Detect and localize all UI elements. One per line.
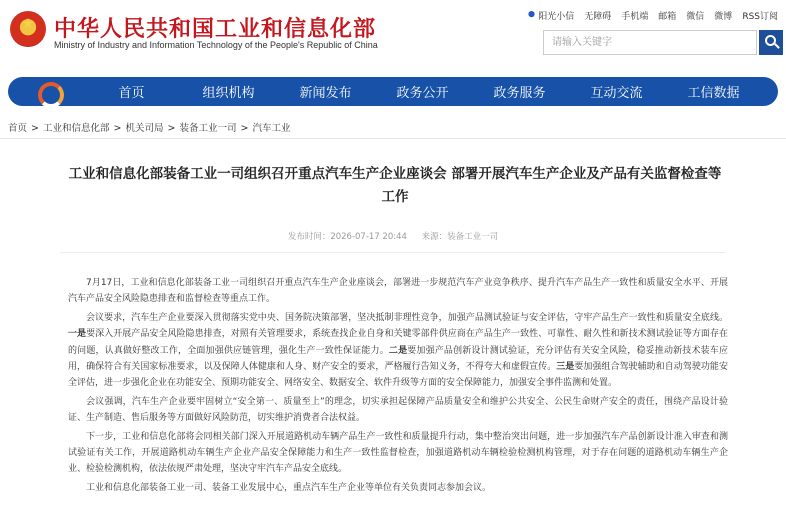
article-title: 工业和信息化部装备工业一司组织召开重点汽车生产企业座谈会 部署开展汽车生产企业及产品有关监督检查等工作 — [68, 166, 722, 205]
breadcrumb-equipment-dept[interactable]: 装备工业一司 — [179, 123, 237, 134]
nav-item-news[interactable]: 新闻发布 — [299, 86, 352, 101]
breadcrumb-automotive[interactable]: 汽车工业 — [252, 123, 291, 134]
nav-item-government-affairs[interactable]: 政务公开 — [396, 86, 449, 101]
top-link-weibo[interactable]: 微博 — [714, 12, 733, 22]
nav-item-data[interactable]: 工信数据 — [687, 86, 740, 101]
paragraph-4: 下一步，工业和信息化部将会同相关部门深入开展道路机动车辆产品生产一致性和质量提升行动，集中整治突出问题，进一步加强汽车产品创新设计准入审查和测试验证有关工作，开展道路机动车辆生产企业产品安全保障能力和生产一致性监督检查，加强道路机动车辆检验检测机构管理，对于存在问题的道路机动车辆生产企业、检验检测机构，依法依规严肃处理，坚决守牢汽车产品安全底线。 — [68, 431, 728, 475]
article-body — [68, 275, 728, 496]
nav-item-organization[interactable]: 组织机构 — [202, 86, 255, 101]
nav-logo-icon[interactable] — [35, 81, 63, 103]
paragraph-1: 7月17日，工业和信息化部装备工业一司组织召开重点汽车生产企业座谈会，部署进一步规范汽车产业竞争秩序、提升汽车产品生产一致性和质量安全水平、开展汽车产品安全风险隐患排查和监督检查等重点工作。 — [68, 278, 728, 305]
nav-item-interaction[interactable]: 互动交流 — [590, 86, 643, 101]
search-button[interactable] — [759, 30, 783, 55]
paragraph-5: 工业和信息化部装备工业一司、装备工业发展中心，重点汽车生产企业等单位有关负责同志参加会议。 — [86, 482, 492, 493]
meta-divider — [60, 252, 726, 253]
search-input[interactable]: 请输入关键字 — [543, 30, 757, 55]
top-link-wechat[interactable]: 微信 — [686, 12, 705, 22]
nav-item-home[interactable]: 首页 — [118, 86, 145, 101]
main-nav — [8, 77, 778, 106]
paragraph-2: 会议要求，汽车生产企业要深入贯彻落实党中央、国务院决策部署，坚决抵制非理性竞争，加强产品测试验证与安全评估，守牢产品生产一致性和质量安全底线。一是要深入开展产品安全风险隐患排查，对照有关管理要求，系统查找企业自身和关键零部件供应商在产品生产一致性、可靠性、耐久性和新技术测试验证等方面存在的问题，认真做好整改工作，全面加强供应链管理，强化生产一致性保证能力。二是要加强产品创新设计测试验证，充分评估有关安全风险，稳妥推动新技术装车应用，确保符合有关国家标准要求，以及保障人体健康和人身、财产安全的要求，严格履行告知义务，不得夸大和虚假宣传。三是要加强组合驾驶辅助和自动驾驶功能安全评估，进一步强化企业在功能安全、预期功能安全、网络安全、数据安全、软件升级等方面的安全保障能力，加强安全事件监测和处置。 — [68, 312, 728, 389]
top-link-sunshine[interactable]: 阳光小信 — [528, 9, 574, 22]
top-link-rss[interactable]: RSS订阅 — [742, 12, 778, 22]
article-meta — [0, 230, 786, 242]
breadcrumb: 首页 > 工业和信息化部 > 机关司局 > 装备工业一司 > 汽车工业 — [8, 123, 291, 134]
site-title[interactable]: 中华人民共和国工业和信息化部 — [54, 17, 377, 42]
breadcrumb-home[interactable]: 首页 — [8, 123, 28, 134]
breadcrumb-ministry[interactable]: 工业和信息化部 — [42, 123, 110, 134]
pin-icon — [528, 11, 535, 20]
publish-time: 发布时间：2026-07-17 20:44 — [287, 232, 407, 242]
site-header — [0, 0, 786, 70]
site-subtitle: Ministry of Industry and Information Technology of the People's Republic of China — [54, 40, 378, 50]
top-links — [528, 9, 778, 22]
top-link-mobile[interactable]: 手机端 — [621, 12, 649, 22]
top-link-mail[interactable]: 邮箱 — [658, 12, 677, 22]
nav-item-services[interactable]: 政务服务 — [493, 86, 546, 101]
national-emblem-icon — [10, 11, 46, 47]
divider — [0, 138, 786, 139]
top-link-accessibility[interactable]: 无障碍 — [584, 12, 612, 22]
breadcrumb-departments[interactable]: 机关司局 — [125, 123, 164, 134]
article-source: 来源：装备工业一司 — [421, 232, 499, 242]
paragraph-3: 会议强调，汽车生产企业要牢固树立“安全第一、质量至上”的理念，切实承担起保障产品质量安全和维护公共安全、公民生命财产安全的责任，围绕产品设计验证、生产制造、售后服务等方面做好风险防范，切实维护消费者合法权益。 — [68, 396, 728, 424]
